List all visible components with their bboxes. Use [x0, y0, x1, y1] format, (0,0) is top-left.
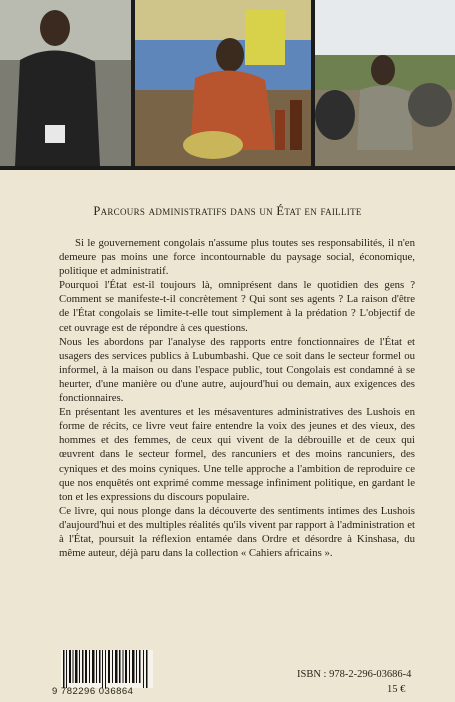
photo-young-man — [0, 0, 131, 166]
cover-photo-strip — [0, 0, 455, 170]
barcode-number: 9 782296 036864 — [52, 686, 134, 697]
photo-market-woman-illustration — [135, 0, 311, 166]
back-cover-title: Parcours administratifs dans un État en faillite — [93, 204, 362, 218]
back-cover-blurb — [59, 236, 415, 560]
photo-market-woman — [135, 0, 311, 166]
blurb-paragraph-1: Si le gouvernement congolais n'assume plus toutes ses responsabilités, il n'en demeure pas moins une force incontournable du paysage social, économique, politique et administratif. — [59, 237, 415, 278]
blurb-paragraph-2: Pourquoi l'État est-il toujours là, omniprésent dans le quotidien des gens ? Comment se manifeste-t-il concrètement ? Qui sont ses agents ? La raison d'être de l'État congolais se limite-t-elle tout simplement à la prédation ? L'objectif de cet ouvrage est de répondre à ces questions. — [59, 279, 415, 334]
barcode-icon — [61, 650, 153, 688]
photo-young-man-illustration — [0, 0, 131, 166]
blurb-paragraph-4: En présentant les aventures et les mésaventures administratives des Lushois en forme de récits, ce livre veut faire entendre la voix des jeunes et des vieux, des hommes et des femmes, de ceux qui vivent de la débrouille et de ceux qui œuvrent dans le secteur formel, des rancuniers et des moins rancuniers, des cyniques et des moins cyniques. Une telle approche a l'ambition de reproduire ce que nos enquêtés ont exprimé comme message infiniment politique, en gardant le ton et les expressions du discours populaire. — [59, 406, 415, 503]
photo-cyclist-illustration — [315, 0, 455, 166]
price-label: 15 € — [387, 684, 406, 695]
isbn-label: ISBN : 978-2-296-03686-4 — [297, 669, 412, 680]
blurb-paragraph-5: Ce livre, qui nous plonge dans la découverte des sentiments intimes des Lushois d'aujourd'hui et des multiples réalités qu'ils vivent par rapport à l'administration et à l'État, poursuit la réflexion entamée dans Ordre et désordre à Kinshasa, du même auteur, déjà paru dans la collection « Cahiers africains ». — [59, 504, 415, 560]
photo-cyclist — [315, 0, 455, 166]
blurb-paragraph-3: Nous les abordons par l'analyse des rapports entre fonctionnaires de l'État et usagers des services publics à Lubumbashi. Que ce soit dans le secteur formel ou informel, à la maison ou dans l'espace public, tout Congolais est condamné à se heurter, d'une manière ou d'une autre, aujourd'hui ou demain, aux exigences des fonctionnaires. — [59, 335, 415, 405]
